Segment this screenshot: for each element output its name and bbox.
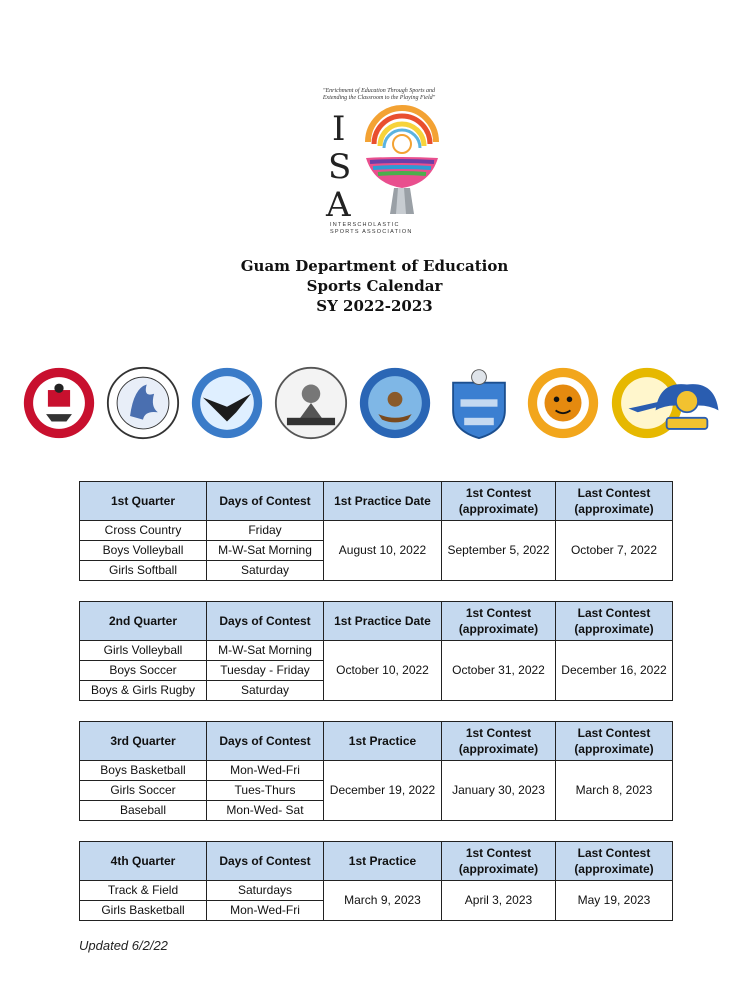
header-first-contest: 1st Contest (approximate): [442, 722, 556, 761]
sport-cell: Girls Basketball: [80, 901, 207, 921]
school-logos-row: [22, 356, 732, 446]
title-line-1: Guam Department of Education: [240, 257, 509, 275]
sport-cell: Girls Soccer: [80, 781, 207, 801]
first-contest-cell: September 5, 2022: [442, 521, 556, 581]
days-cell: Saturday: [207, 681, 324, 701]
first-practice-cell: March 9, 2023: [324, 881, 442, 921]
header-days: Days of Contest: [207, 842, 324, 881]
last-contest-cell: May 19, 2023: [556, 881, 673, 921]
quarter-4-table: [79, 841, 673, 921]
sport-cell: Girls Softball: [80, 561, 207, 581]
header-first-contest: 1st Contest (approximate): [442, 482, 556, 521]
jose-rios-seal-icon: [358, 366, 432, 440]
days-cell: Mon-Wed-Fri: [207, 901, 324, 921]
sport-cell: Boys & Girls Rugby: [80, 681, 207, 701]
days-cell: Tuesday - Friday: [207, 661, 324, 681]
header-first-practice: 1st Practice Date: [324, 602, 442, 641]
first-practice-cell: October 10, 2022: [324, 641, 442, 701]
isa-logo: [318, 88, 440, 238]
header-last-contest: Last Contest (approximate): [556, 842, 673, 881]
header-quarter: 4th Quarter: [80, 842, 207, 881]
svg-text:I: I: [332, 109, 346, 149]
last-contest-cell: December 16, 2022: [556, 641, 673, 701]
first-contest-cell: April 3, 2023: [442, 881, 556, 921]
title-line-2: Sports Calendar: [306, 277, 443, 295]
header-quarter: 2nd Quarter: [80, 602, 207, 641]
quarter-2-table: [79, 601, 673, 701]
sport-cell: Cross Country: [80, 521, 207, 541]
days-cell: Saturdays: [207, 881, 324, 901]
quarter-3-table: [79, 721, 673, 821]
header-days: Days of Contest: [207, 722, 324, 761]
fr-duenas-hawks-seal-icon: [190, 366, 264, 440]
inarajan-warriors-seal-icon: [274, 366, 348, 440]
logo-tagline: "Enrichment of Education Through Sports and Extending the Classroom to the Playing Field": [322, 88, 436, 101]
svg-text:S: S: [328, 147, 352, 187]
table-row: [80, 881, 673, 901]
table-row: [80, 761, 673, 781]
table-row: [80, 641, 673, 661]
first-practice-cell: December 19, 2022: [324, 761, 442, 821]
isa-emblem-icon: [318, 102, 440, 224]
page-title: [0, 256, 749, 316]
updated-note: Updated 6/2/22: [79, 938, 168, 953]
days-cell: Mon-Wed-Fri: [207, 761, 324, 781]
first-contest-cell: January 30, 2023: [442, 761, 556, 821]
sport-cell: Boys Soccer: [80, 661, 207, 681]
quarter-1-table: [79, 481, 673, 581]
svg-text:A: A: [326, 185, 351, 224]
header-quarter: 3rd Quarter: [80, 722, 207, 761]
days-cell: Mon-Wed- Sat: [207, 801, 324, 821]
header-first-practice: 1st Practice: [324, 842, 442, 881]
table-row: [80, 521, 673, 541]
last-contest-cell: October 7, 2022: [556, 521, 673, 581]
sport-cell: Boys Volleyball: [80, 541, 207, 561]
sport-cell: Boys Basketball: [80, 761, 207, 781]
gaa-angels-seal-icon: [650, 366, 724, 440]
first-contest-cell: October 31, 2022: [442, 641, 556, 701]
sport-cell: Baseball: [80, 801, 207, 821]
title-line-3: SY 2022-2023: [316, 297, 433, 315]
lp-untalan-wildcats-seal-icon: [526, 366, 600, 440]
header-first-contest: 1st Contest (approximate): [442, 602, 556, 641]
logo-org-name: INTERSCHOLASTIC SPORTS ASSOCIATION: [330, 222, 413, 235]
days-cell: M-W-Sat Morning: [207, 541, 324, 561]
sport-cell: Girls Volleyball: [80, 641, 207, 661]
days-cell: M-W-Sat Morning: [207, 641, 324, 661]
days-cell: Friday: [207, 521, 324, 541]
sport-cell: Track & Field: [80, 881, 207, 901]
oceanview-knights-seal-icon: [442, 366, 516, 440]
header-first-contest: 1st Contest (approximate): [442, 842, 556, 881]
last-contest-cell: March 8, 2023: [556, 761, 673, 821]
header-last-contest: Last Contest (approximate): [556, 482, 673, 521]
header-last-contest: Last Contest (approximate): [556, 602, 673, 641]
days-cell: Tues-Thurs: [207, 781, 324, 801]
agueda-johnston-seal-icon: [22, 366, 96, 440]
first-practice-cell: August 10, 2022: [324, 521, 442, 581]
header-first-practice: 1st Practice Date: [324, 482, 442, 521]
header-days: Days of Contest: [207, 602, 324, 641]
header-quarter: 1st Quarter: [80, 482, 207, 521]
header-days: Days of Contest: [207, 482, 324, 521]
header-first-practice: 1st Practice: [324, 722, 442, 761]
header-last-contest: Last Contest (approximate): [556, 722, 673, 761]
astumbo-dragons-seal-icon: [106, 366, 180, 440]
days-cell: Saturday: [207, 561, 324, 581]
